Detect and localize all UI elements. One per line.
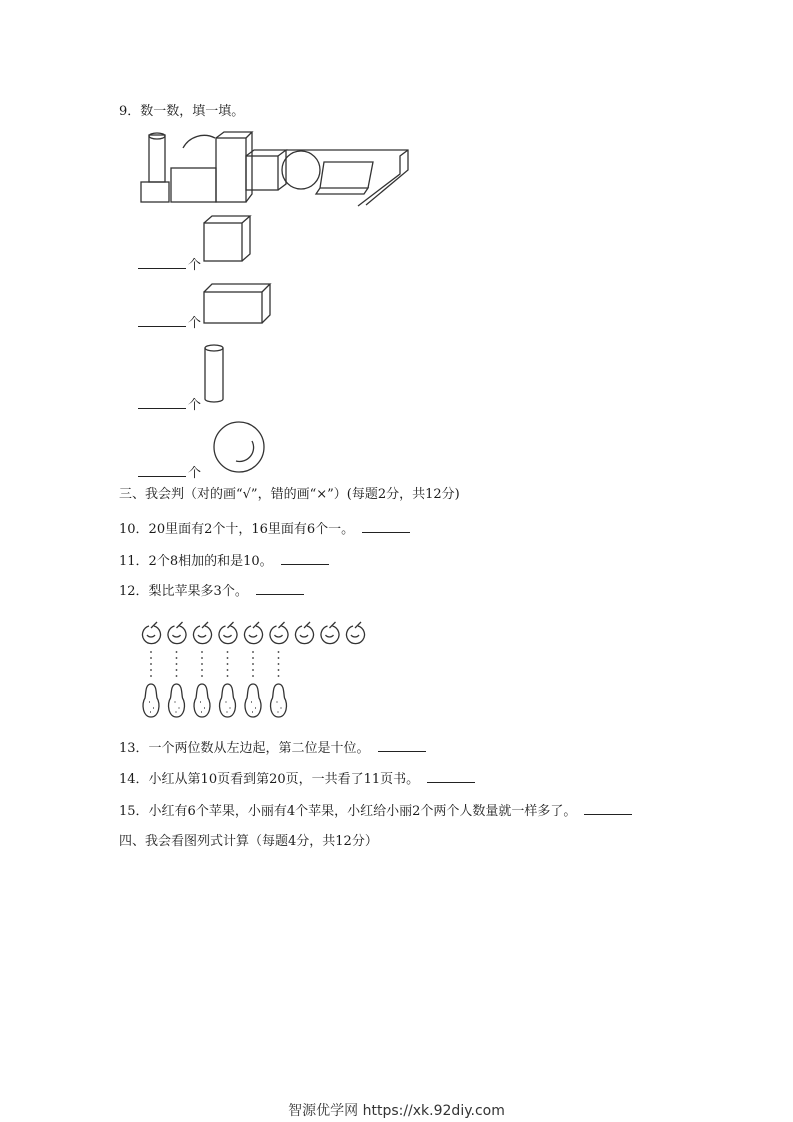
apples-pears-image bbox=[138, 616, 378, 726]
connector-dot bbox=[150, 663, 152, 665]
connector-dot bbox=[150, 651, 152, 653]
cuboid-icon bbox=[203, 283, 271, 325]
connector-dot bbox=[278, 669, 280, 671]
section-4-heading: 四、我会看图列式计算（每题4分，共12分） bbox=[119, 834, 378, 849]
question-12-text: 12．梨比苹果多3个。 bbox=[119, 584, 248, 599]
connector-dot bbox=[252, 669, 254, 671]
connector-dot bbox=[201, 669, 203, 671]
answer-blank-14[interactable] bbox=[427, 770, 475, 783]
connector-dot bbox=[176, 651, 178, 653]
apple-icon bbox=[296, 622, 314, 644]
question-10-text: 10．20里面有2个十，16里面有6个一。 bbox=[119, 522, 355, 537]
question-11 bbox=[119, 552, 329, 570]
connector-dot bbox=[150, 675, 152, 677]
solids-scene-image bbox=[138, 130, 413, 210]
apple-icon bbox=[270, 622, 288, 644]
connector-dot bbox=[278, 651, 280, 653]
fill-row-cuboid bbox=[138, 312, 201, 331]
connector-dot bbox=[150, 657, 152, 659]
apple-icon bbox=[245, 622, 263, 644]
question-13 bbox=[119, 739, 426, 757]
answer-blank-15[interactable] bbox=[584, 802, 632, 815]
question-11-text: 11．2个8相加的和是10。 bbox=[119, 554, 273, 569]
connector-dot bbox=[278, 675, 280, 677]
footer-watermark: 智源优学网 https://xk.92diy.com bbox=[288, 1103, 505, 1119]
connector-dot bbox=[201, 663, 203, 665]
connector-dot bbox=[227, 675, 229, 677]
question-14-text: 14．小红从第10页看到第20页，一共看了11页书。 bbox=[119, 772, 420, 787]
answer-blank-11[interactable] bbox=[281, 552, 329, 565]
connector-dot bbox=[150, 669, 152, 671]
connector-dot bbox=[227, 657, 229, 659]
question-10 bbox=[119, 520, 410, 538]
connector-dot bbox=[227, 651, 229, 653]
connector-dot bbox=[176, 663, 178, 665]
question-9-title: 9．数一数，填一填。 bbox=[119, 104, 245, 119]
connector-dot bbox=[252, 657, 254, 659]
answer-blank-sphere[interactable] bbox=[138, 464, 186, 477]
fill-row-cylinder bbox=[138, 394, 201, 413]
pear-icon bbox=[220, 684, 236, 717]
fill-row-cube bbox=[138, 254, 201, 273]
cube-icon bbox=[203, 215, 251, 263]
connector-dot bbox=[201, 651, 203, 653]
question-15 bbox=[119, 802, 632, 820]
unit-label: 个 bbox=[188, 316, 202, 331]
apple-icon bbox=[168, 622, 186, 644]
answer-blank-10[interactable] bbox=[362, 520, 410, 533]
connector-dot bbox=[176, 657, 178, 659]
fill-row-sphere bbox=[138, 462, 201, 481]
connector-dot bbox=[252, 663, 254, 665]
answer-blank-cube[interactable] bbox=[138, 256, 186, 269]
answer-blank-cuboid[interactable] bbox=[138, 314, 186, 327]
unit-label: 个 bbox=[188, 398, 202, 413]
connector-dot bbox=[278, 663, 280, 665]
pear-icon bbox=[194, 684, 210, 717]
section-3-heading: 三、我会判（对的画“√”，错的画“×”）(每题2分，共12分) bbox=[119, 487, 460, 502]
apple-icon bbox=[143, 622, 161, 644]
pear-icon bbox=[169, 684, 185, 717]
question-12 bbox=[119, 582, 304, 600]
apple-icon bbox=[347, 622, 365, 644]
unit-label: 个 bbox=[188, 466, 202, 481]
connector-dot bbox=[176, 669, 178, 671]
question-15-text: 15．小红有6个苹果，小丽有4个苹果，小红给小丽2个两个人数量就一样多了。 bbox=[119, 804, 577, 819]
apple-icon bbox=[321, 622, 339, 644]
connector-dot bbox=[176, 675, 178, 677]
apple-icon bbox=[194, 622, 212, 644]
connector-dot bbox=[278, 657, 280, 659]
question-14 bbox=[119, 770, 475, 788]
question-13-text: 13．一个两位数从左边起，第二位是十位。 bbox=[119, 741, 370, 756]
connector-dot bbox=[227, 669, 229, 671]
connector-dot bbox=[252, 651, 254, 653]
answer-blank-12[interactable] bbox=[256, 582, 304, 595]
answer-blank-13[interactable] bbox=[378, 739, 426, 752]
connector-dot bbox=[227, 663, 229, 665]
cylinder-icon bbox=[203, 344, 225, 404]
sphere-icon bbox=[212, 421, 268, 475]
connector-dot bbox=[252, 675, 254, 677]
pear-icon bbox=[143, 684, 159, 717]
answer-blank-cylinder[interactable] bbox=[138, 396, 186, 409]
apple-icon bbox=[219, 622, 237, 644]
pear-icon bbox=[271, 684, 287, 717]
connector-dot bbox=[201, 657, 203, 659]
connector-dot bbox=[201, 675, 203, 677]
pear-icon bbox=[245, 684, 261, 717]
unit-label: 个 bbox=[188, 258, 202, 273]
